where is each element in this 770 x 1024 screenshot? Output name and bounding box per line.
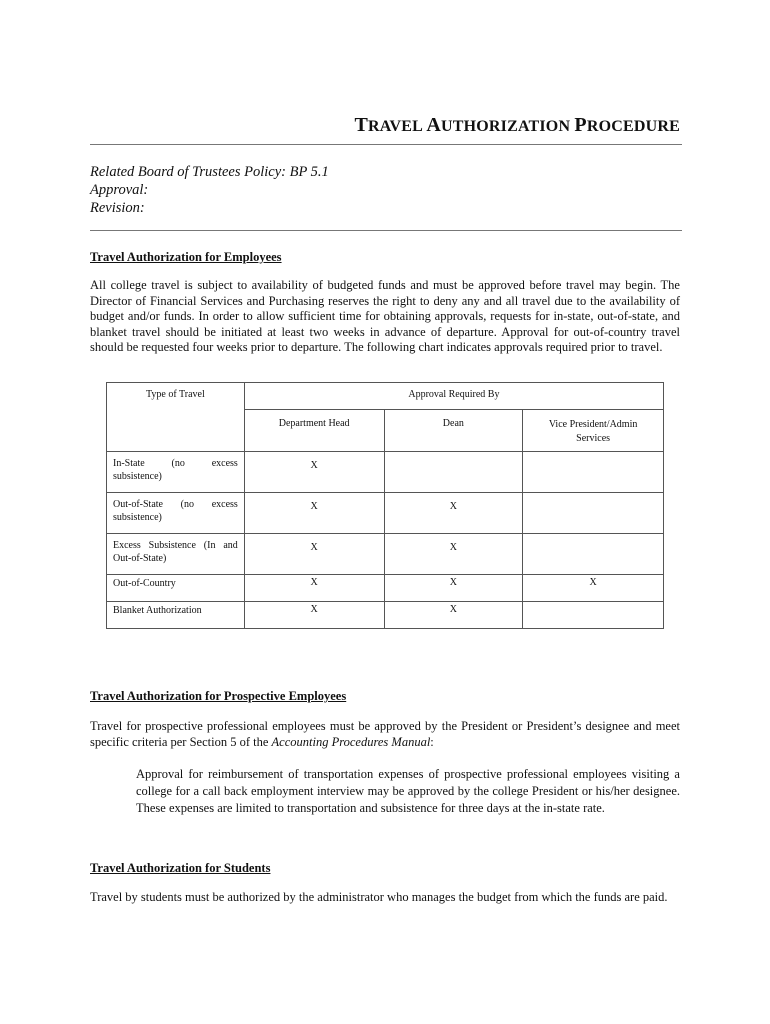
students-paragraph: Travel by students must be authorized by the administrator who manages the budget from which the funds are paid. — [90, 890, 668, 904]
document-title: TRAVEL AUTHORIZATION PROCEDURE — [354, 114, 680, 136]
students-heading: Travel Authorization for Students — [90, 861, 271, 875]
vp-mark — [523, 602, 664, 629]
dept-head-mark: X — [244, 452, 384, 493]
policy-meta — [90, 163, 329, 217]
table-subheader-row — [107, 410, 664, 452]
travel-type-cell: Excess Subsistence (In and Out-of-State) — [107, 534, 245, 575]
table-header-row — [107, 383, 664, 410]
header-type-blank — [107, 410, 245, 452]
employees-heading: Travel Authorization for Employees — [90, 250, 282, 264]
dept-head-mark: X — [244, 575, 384, 602]
travel-type-cell: In-State (no excess subsistence) — [107, 452, 245, 493]
dean-mark: X — [384, 575, 523, 602]
dean-mark: X — [384, 493, 523, 534]
revision-label: Revision: — [90, 200, 145, 216]
travel-type-cell: Blanket Authorization — [107, 602, 245, 629]
column-vice-president: Vice President/Admin Services — [523, 410, 664, 452]
manual-title: Accounting Procedures Manual — [271, 734, 431, 749]
meta-divider — [90, 230, 682, 231]
prospective-quote: Approval for reimbursement of transportation expenses of prospective professional employees visiting a college for a call back employment interview may be approved by the college President or his/her designee. These expenses are limited to transportation and subsistence for three days at the in-state rate. — [136, 767, 680, 815]
prospective-paragraph: Travel for prospective professional employees must be approved by the President or President’s designee and meet specific criteria per Section 5 of the Accounting Procedures Manual: — [90, 719, 680, 749]
policy-reference: Related Board of Trustees Policy: BP 5.1 — [90, 164, 329, 180]
table-row — [107, 493, 664, 534]
travel-type-cell: Out-of-State (no excess subsistence) — [107, 493, 245, 534]
column-department-head: Department Head — [244, 410, 384, 452]
header-approval-required: Approval Required By — [244, 383, 663, 410]
travel-type-cell: Out-of-Country — [107, 575, 245, 602]
vp-mark — [523, 452, 664, 493]
table-row — [107, 534, 664, 575]
table-row — [107, 452, 664, 493]
prospective-heading: Travel Authorization for Prospective Employees — [90, 689, 347, 703]
title-divider — [90, 144, 682, 145]
column-dean: Dean — [384, 410, 523, 452]
header-type-of-travel: Type of Travel — [107, 383, 245, 410]
table-row — [107, 575, 664, 602]
vp-mark — [523, 534, 664, 575]
approval-table — [106, 382, 664, 629]
dean-mark: X — [384, 534, 523, 575]
approval-label: Approval: — [90, 182, 149, 198]
vp-mark — [523, 493, 664, 534]
dean-mark: X — [384, 602, 523, 629]
employees-paragraph: All college travel is subject to availability of budgeted funds and must be approved before travel may begin. The Director of Financial Services and Purchasing reserves the right to deny any and all travel due to the availability of budget and/or funds. In order to allow sufficient time for obtaining approvals, requests for in-state, out-of-state, and blanket travel should be initiated at least two weeks in advance of departure. Approval for out-of-country travel should be requested four weeks prior to departure. The following chart indicates approvals required prior to travel. — [90, 278, 680, 354]
dept-head-mark: X — [244, 602, 384, 629]
dean-mark — [384, 452, 523, 493]
vp-mark: X — [523, 575, 664, 602]
dept-head-mark: X — [244, 534, 384, 575]
table-row — [107, 602, 664, 629]
dept-head-mark: X — [244, 493, 384, 534]
